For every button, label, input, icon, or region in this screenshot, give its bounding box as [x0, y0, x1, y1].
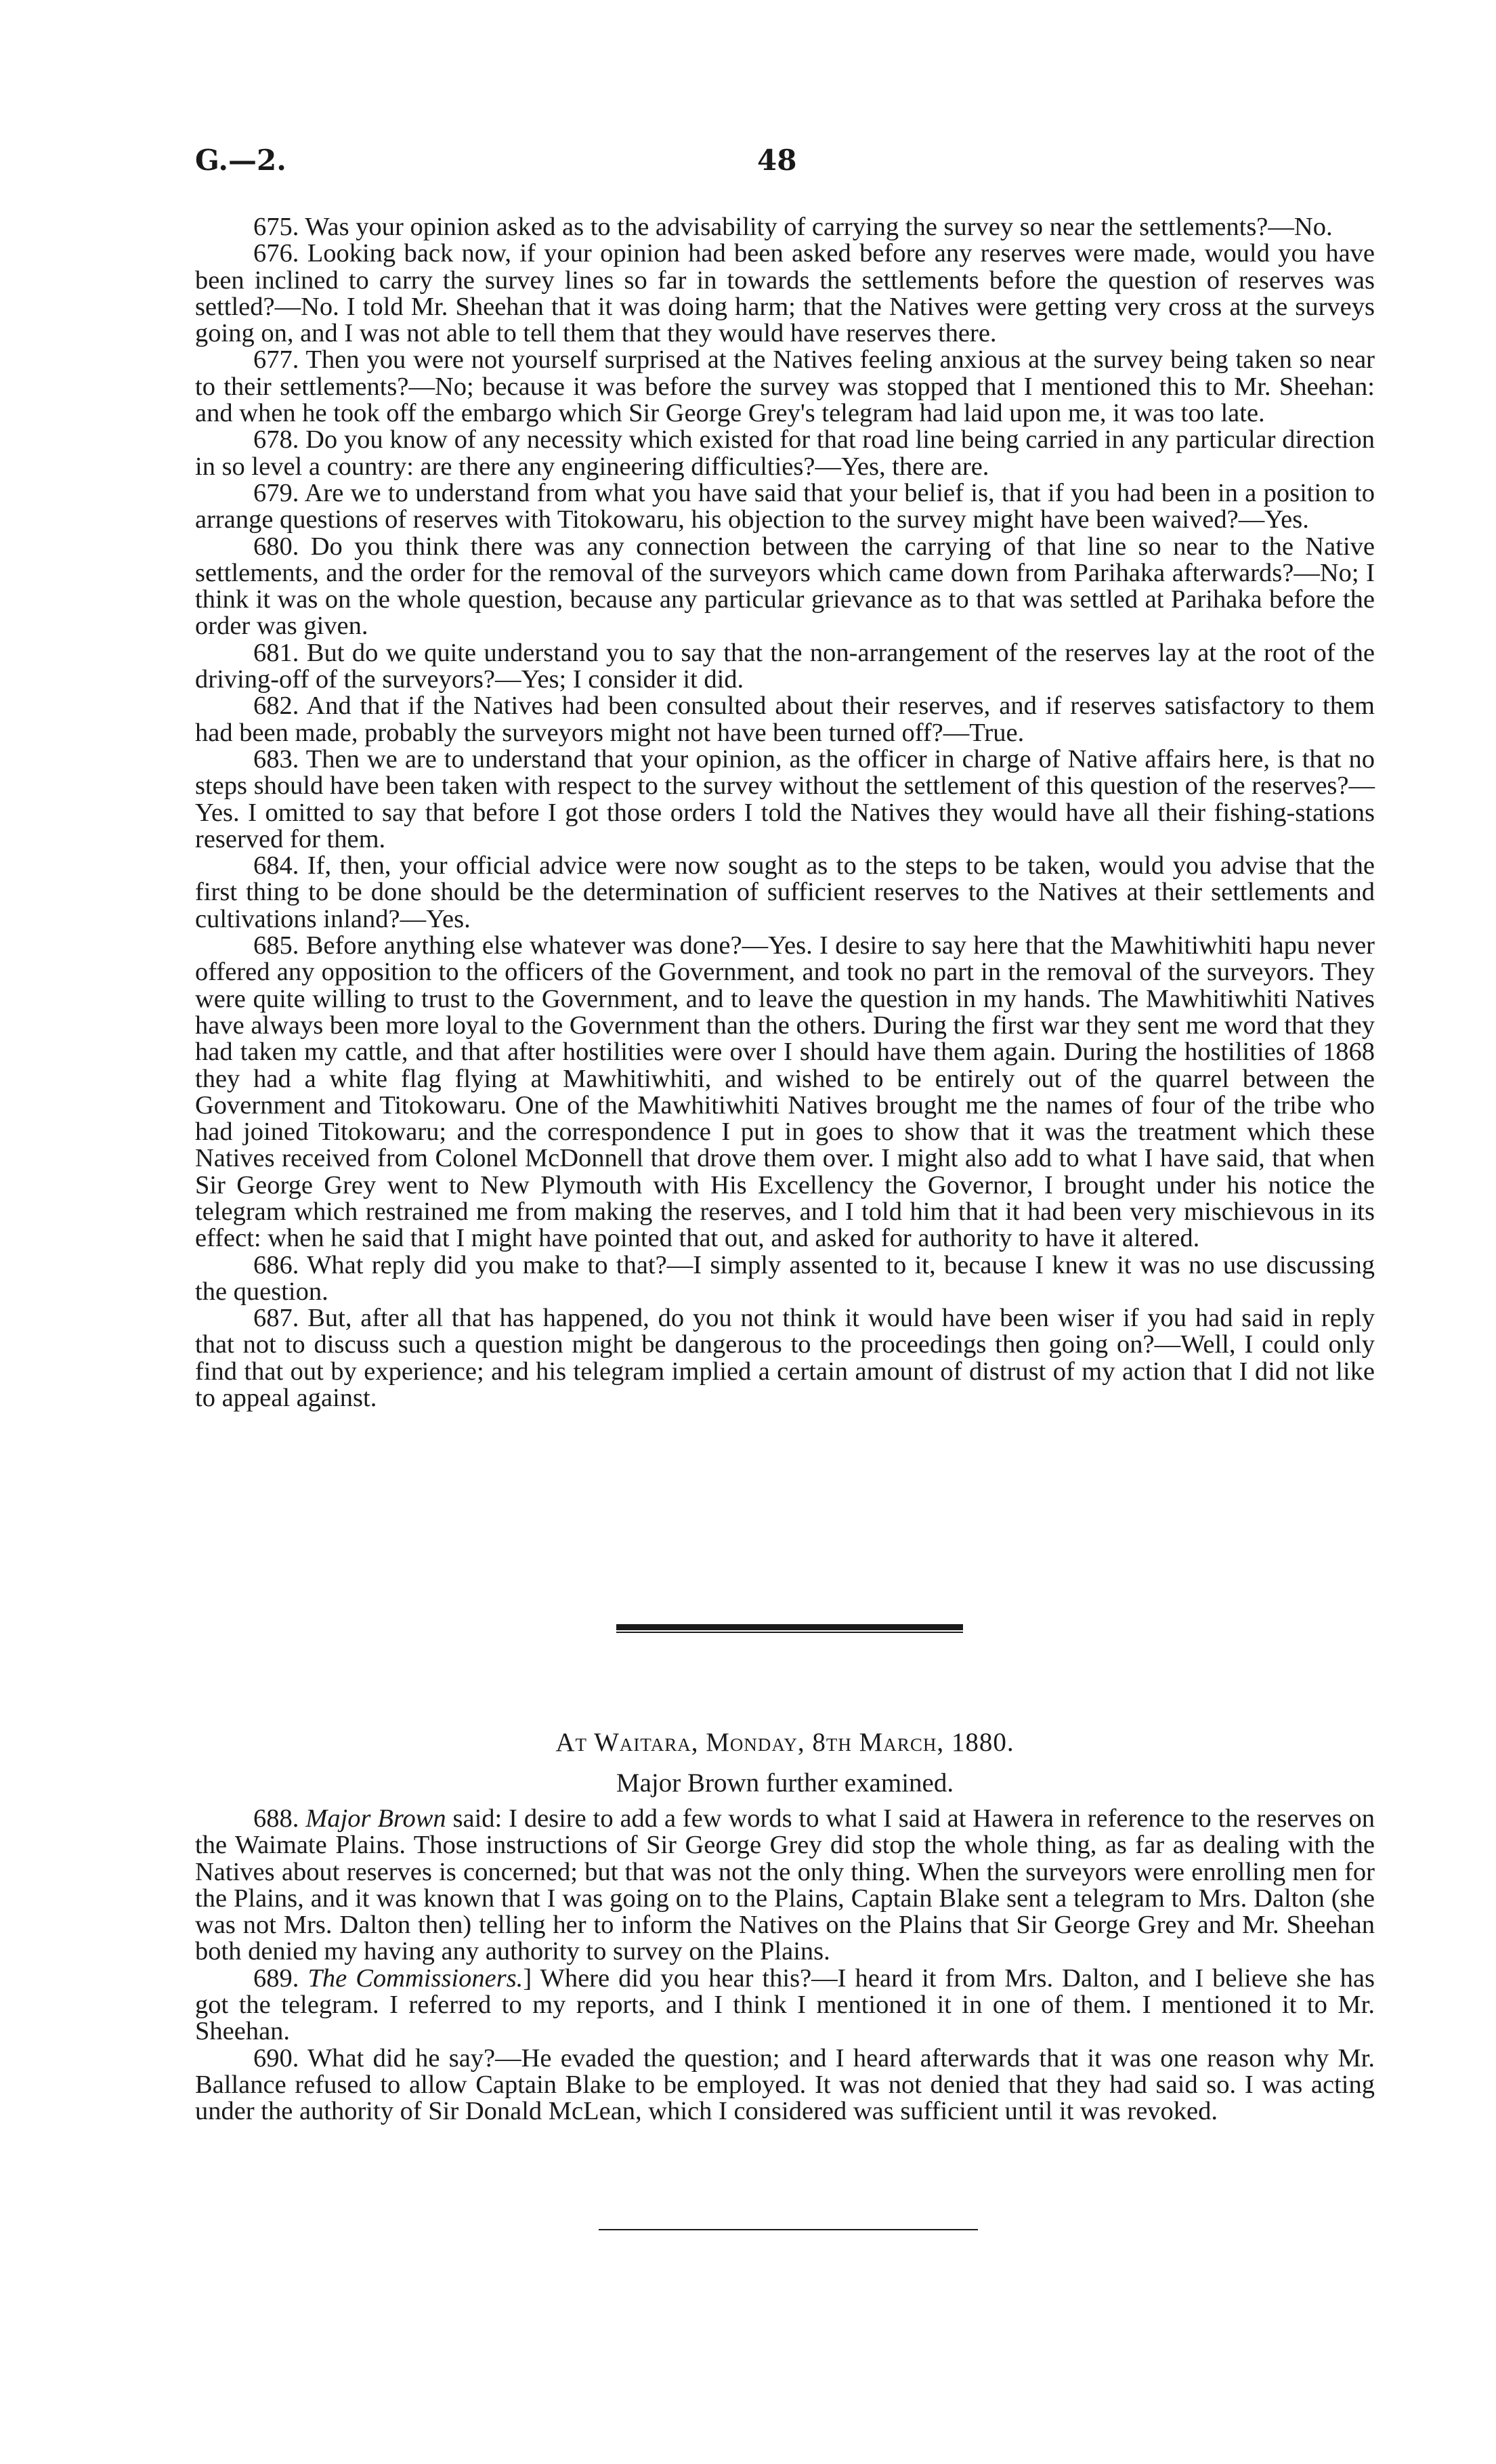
paragraph-676: 676. Looking back now, if your opinion had been asked before any reserves were made, would you have been inclined to carry the survey lines so far in towards the settlements before the question of reserves was settled?—No. I told Mr. Sheehan that it was doing harm; that the Natives were getting very cross at the surveys going on, and I was not able to tell them that they would have reserves there. — [195, 239, 1375, 348]
paragraph-690: 690. What did he say?—He evaded the question; and I heard afterwards that it was one reason why Mr. Ballance refused to allow Captain Blake to be employed. It was not denied that they had said so. I was acting under the authority of Sir Donald McLean, which I considered was sufficient until it was revoked. — [195, 2043, 1375, 2126]
paragraph-675: 675. Was your opinion asked as to the advisability of carrying the survey so near the settlements?—No. — [253, 213, 1333, 241]
paragraph-678: 678. Do you know of any necessity which existed for that road line being carried in any particular direction in so level a country: are there any engineering difficulties?—Yes, there are. — [195, 425, 1375, 481]
paragraph-688 — [195, 1806, 1375, 1966]
paragraph-680: 680. Do you think there was any connection between the carrying of that line so near to the Native settlements, and the order for the removal of the surveyors which came down from Parihaka afterwards?—No; I think it was on the whole question, because any particular grievance as to that was settled at Parihaka before the order was given. — [195, 532, 1375, 641]
paragraph-689 — [195, 1963, 1375, 2046]
testimony-body — [195, 214, 1375, 1411]
paragraph-text: ] Where did you hear this?—I heard it from Mrs. Dalton, and I believe she has got the telegram. I referred to my reports, and I think I mentioned it in one of them. I mentioned it to Mr. Sheehan. — [195, 1963, 1375, 2046]
page-number: 48 — [757, 144, 797, 177]
paragraph-682: 682. And that if the Natives had been consulted about their reserves, and if reserves satisfactory to them had been made, probably the surveyors might not have been turned off?—True. — [195, 692, 1375, 747]
section-subheading: Major Brown further examined. — [616, 1768, 954, 1798]
paragraph-number: 688. — [253, 1804, 299, 1833]
paragraph-681: 681. But do we quite understand you to say that the non-arrangement of the reserves lay at the root of the driving-off of the surveyors?—Yes; I consider it did. — [195, 638, 1375, 694]
document-reference: G.—2. — [195, 144, 286, 177]
paragraph-679: 679. Are we to understand from what you have said that your belief is, that if you had been in a position to arrange questions of reserves with Titokowaru, his objection to the survey might have been waived?—Yes. — [195, 478, 1375, 534]
end-rule — [599, 2229, 978, 2230]
paragraph-text: said: I desire to add a few words to what I said at Hawera in reference to the reserves on the Waimate Plains. Those instructions of Sir George Grey did stop the whole thing, as far as dealing with the Natives about reserves is concerned; but that was not the only thing. When the surveyors were enrolling men for the Plains, and it was known that I was going on to the Plains, Captain Blake sent a telegram to Mrs. Dalton (she was not Mrs. Dalton then) telling her to inform the Natives on the Plains that Sir George Grey and Mr. Sheehan both denied my having any authority to survey on the Plains. — [195, 1804, 1375, 1966]
page-header — [195, 144, 1346, 184]
paragraph-684: 684. If, then, your official advice were now sought as to the steps to be taken, would you advise that the first thing to be done should be the determination of sufficient reserves to the Natives at their settlements and cultivations inland?—Yes. — [195, 851, 1375, 933]
paragraph-683: 683. Then we are to understand that your opinion, as the officer in charge of Native affairs here, is that no steps should have been taken with respect to the survey without the settlement of this question of the reserves?—Yes. I omitted to say that before I got those orders I told the Natives they would have all their fishing-stations reserved for them. — [195, 744, 1375, 853]
paragraph-686: 686. What reply did you make to that?—I simply assented to it, because I knew it was no use discussing the question. — [195, 1250, 1375, 1306]
section-heading: At Waitara, Monday, 8th March, 1880. — [555, 1728, 1014, 1757]
paragraph-677: 677. Then you were not yourself surprised at the Natives feeling anxious at the survey being taken so near to their settlements?—No; because it was before the survey was stopped that I mentioned this to Mr. Sheehan: and when he took off the embargo which Sir George Grey's telegram had laid upon me, it was too late. — [195, 345, 1375, 428]
speaker-name: Major Brown — [305, 1804, 446, 1833]
testimony-body-continued — [195, 1806, 1375, 2125]
section-divider-rule — [616, 1624, 963, 1630]
paragraph-687: 687. But, after all that has happened, do you not think it would have been wiser if you had said in reply that not to discuss such a question might be dangerous to the proceedings then going on?—Well, I could only find that out by experience; and his telegram implied a certain amount of distrust of my action that I did not like to appeal against. — [195, 1304, 1375, 1413]
paragraph-number: 689. — [253, 1963, 299, 1993]
paragraph-685: 685. Before anything else whatever was done?—Yes. I desire to say here that the Mawhitiwhiti hapu never offered any opposition to the officers of the Government, and took no part in the removal of the surveyors. They were quite willing to trust to the Government, and to leave the question in my hands. The Mawhitiwhiti Natives have always been more loyal to the Government than the others. During the first war they sent me word that they had taken my cattle, and that after hostilities were over I should have them again. During the hostilities of 1868 they had a white flag flying at Mawhitiwhiti, and wished to be entirely out of the quarrel between the Government and Titokowaru. One of the Mawhitiwhiti Natives brought me the names of four of the tribe who had joined Titokowaru; and the correspondence I put in goes to show that it was the treatment which these Natives received from Colonel McDonnell that drove them over. I might also add to what I have said, that when Sir George Grey went to New Plymouth with His Excellency the Governor, I brought under his notice the telegram which restrained me from making the reserves, and I told him that it had been very mischievous in its effect: when he said that I might have pointed that out, and asked for authority to have it altered. — [195, 931, 1375, 1253]
speaker-name: The Commissioners. — [307, 1963, 523, 1993]
